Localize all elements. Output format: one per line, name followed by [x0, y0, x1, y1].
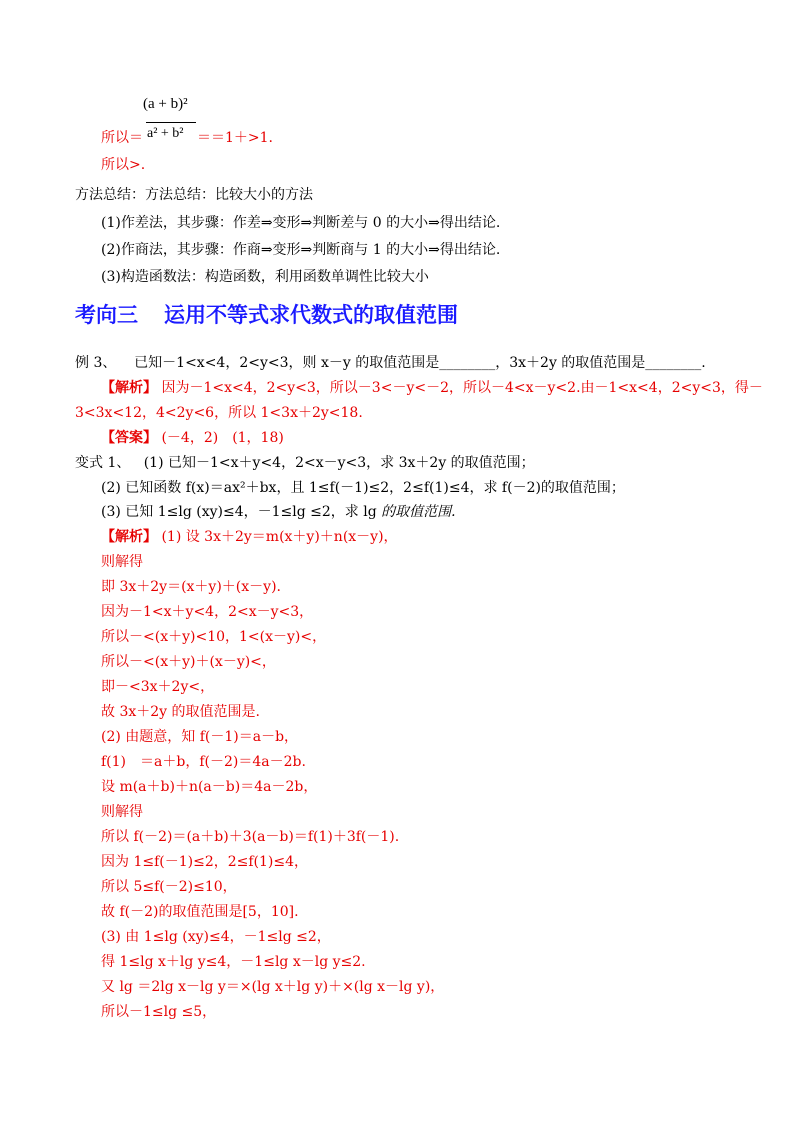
- solution-line: 设 m(a＋b)＋n(a－b)＝4a－2b，: [101, 779, 318, 795]
- variant-1-q3: [101, 502, 456, 522]
- solution-line: 所以－<(x＋y)<10，1<(x－y)<，: [101, 629, 327, 645]
- example-3-question: [75, 353, 706, 373]
- solution-line: 又 lg ＝2lg x－lg y＝×(lg x＋lg y)＋×(lg x－lg y)，: [101, 979, 445, 995]
- solution-line: 所以 5≤f(－2)≤10，: [101, 879, 237, 895]
- solution-line: (2) 由题意，知 f(－1)＝a－b，: [101, 729, 299, 745]
- conclusion-line-1: [101, 128, 273, 148]
- conclusion-suffix: ＝＝1＋>1.: [197, 130, 273, 146]
- answer-text: (－4，2) (1，18): [161, 430, 284, 446]
- example-3-analysis-line-2: 3<3x<12，4<2y<6，所以 1<3x＋2y<18.: [75, 405, 363, 421]
- example-3-answer: [101, 428, 284, 448]
- method-item-2: (2)作商法，其步骤：作商⇒变形⇒判断商与 1 的大小⇒得出结论.: [101, 242, 501, 258]
- solution-line: 因为 1≤f(－1)≤2，2≤f(1)≤4，: [101, 854, 309, 870]
- solution-line: 故 3x＋2y 的取值范围是.: [101, 704, 260, 720]
- solution-line: 所以 f(－2)＝(a＋b)＋3(a－b)＝f(1)＋3f(－1).: [101, 829, 400, 845]
- fraction-numerator: (a + b)²: [143, 96, 188, 112]
- variant-1-q3-suffix: 的取值范围.: [381, 504, 456, 520]
- fraction-bar: [146, 122, 196, 123]
- solution-line: 得 1≤lg x＋lg y≤4，－1≤lg x－lg y≤2.: [101, 954, 366, 970]
- solution-line: (3) 由 1≤lg (xy)≤4，－1≤lg ≤2，: [101, 929, 331, 945]
- conclusion-line-2: 所以>.: [101, 157, 146, 173]
- solution-line: 则解得: [101, 554, 143, 570]
- answer-tag: 【答案】: [101, 430, 157, 446]
- section-heading: [75, 300, 458, 330]
- variant-1-q2: (2) 已知函数 f(x)＝ax²＋bx，且 1≤f(－1)≤2，2≤f(1)≤4，求 f(－2)的取值范围；: [101, 480, 625, 496]
- example-3-label: 例 3、: [75, 355, 117, 371]
- analysis-text: 因为－1<x<4，2<y<3，所以－3<－y<－2，所以－4<x－y<2.由－1<x<4，2<y<3，得－: [161, 380, 763, 396]
- method-summary-title: 方法总结：方法总结：比较大小的方法: [75, 187, 313, 203]
- method-item-3: (3)构造函数法：构造函数，利用函数单调性比较大小: [101, 269, 429, 285]
- solution-line: 因为－1<x＋y<4，2<x－y<3，: [101, 604, 314, 620]
- solution-line: 故 f(－2)的取值范围是[5，10].: [101, 904, 299, 920]
- example-3-text: 已知－1<x<4，2<y<3，则 x－y 的取值范围是________，3x＋2y 的取值范围是________.: [134, 355, 706, 371]
- conclusion-prefix: 所以＝: [101, 130, 143, 146]
- solution-line: 即 3x＋2y＝(x＋y)＋(x－y).: [101, 579, 281, 595]
- variant-analysis-tag: 【解析】: [101, 529, 157, 545]
- analysis-tag: 【解析】: [101, 380, 157, 396]
- section-number: 考向三: [75, 303, 138, 327]
- solution-line: (1) 设 3x＋2y＝m(x＋y)＋n(x－y)，: [161, 529, 398, 545]
- variant-1-label: 变式 1、: [75, 455, 131, 471]
- solution-line: 即－<3x＋2y<，: [101, 679, 215, 695]
- variant-1-q1-text: (1) 已知－1<x＋y<4，2<x－y<3，求 3x＋2y 的取值范围；: [143, 455, 535, 471]
- variant-1-q3-prefix: (3) 已知 1≤lg (xy)≤4，－1≤lg ≤2，求 lg: [101, 504, 382, 520]
- example-3-analysis-line-1: [101, 378, 763, 398]
- solution-line: 所以－<(x＋y)＋(x－y)<，: [101, 654, 276, 670]
- method-item-1: (1)作差法，其步骤：作差⇒变形⇒判断差与 0 的大小⇒得出结论.: [101, 215, 501, 231]
- variant-1-q1: [75, 453, 535, 473]
- fraction-denominator: a² + b²: [147, 126, 184, 141]
- solution-line: 则解得: [101, 804, 143, 820]
- section-title: 运用不等式求代数式的取值范围: [164, 303, 458, 327]
- variant-1-solution-1: [101, 527, 398, 547]
- solution-line: 所以－1≤lg ≤5，: [101, 1004, 217, 1020]
- solution-line: f(1) ＝a＋b，f(－2)＝4a－2b.: [101, 754, 306, 770]
